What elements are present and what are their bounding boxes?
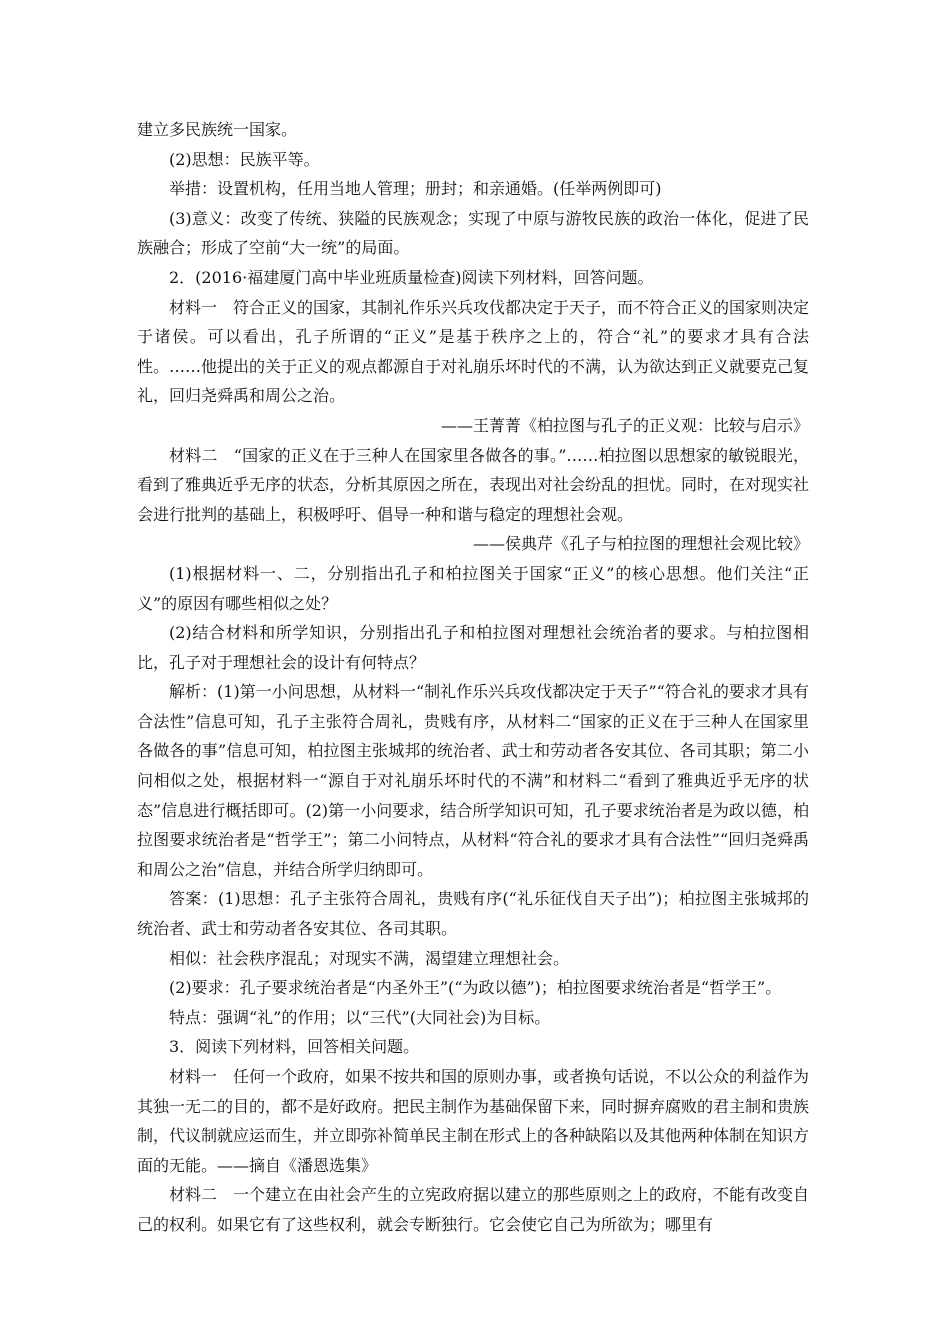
paragraph-measures: 举措：设置机构，任用当地人管理；册封；和亲通婚。(任举两例即可) [169, 179, 662, 199]
question-2-1: (1)根据材料一、二，分别指出孔子和柏拉图关于国家“正义”的核心思想。他们关注“正义”的原因有哪些相似之处？ [137, 563, 809, 613]
material-2-paragraph: 材料二 “国家的正义在于三种人在国家里各做各的事。”……柏拉图以思想家的敏锐眼光，看到了雅典近乎无序的状态，分析其原因之所在，表现出对社会纷乱的担忧。同时，在对现实社会进行批判的基础上，积极呼吁、倡导一种和谐与稳定的理想社会观。 [137, 445, 810, 524]
material-2-source: ——侯典芹《孔子与柏拉图的理想社会观比较》 [472, 534, 809, 554]
material-1-paragraph: 材料一 符合正义的国家，其制礼作乐兴兵攻伐都决定于天子，而不符合正义的国家则决定于诸侯。可以看出，孔子所谓的“正义”是基于秩序之上的，符合“礼”的要求才具有合法性。……他提出的关于正义的观点都源自于对礼崩乐坏时代的不满，认为欲达到正义就要克己复礼，回归尧舜禹和周公之治。 [137, 297, 810, 406]
analysis-paragraph: 解析：(1)第一小问思想，从材料一“制礼作乐兴兵攻伐都决定于天子”“符合礼的要求才具有合法性”信息可知，孔子主张符合周礼，贵贱有序，从材料二“国家的正义在于三种人在国家里各做各的事”信息可知，柏拉图主张城邦的统治者、武士和劳动者各安其位、各司其职；第二小问相似之处，根据材料一“源自于对礼崩乐坏时代的不满”和材料二“看到了雅典近乎无序的状态”信息进行概括即可。(2)第一小问要求，结合所学知识可知，孔子要求统治者是为政以德，柏拉图要求统治者是“哲学王”；第二小问特点，从材料“符合礼的要求才具有合法性”“回归尧舜禹和周公之治”信息，并结合所学归纳即可。 [137, 682, 809, 879]
paragraph-thought: (2)思想：民族平等。 [169, 149, 320, 169]
question-2-2: (2)结合材料和所学知识，分别指出孔子和柏拉图对理想社会统治者的要求。与柏拉图相比，孔子对于理想社会的设计有何特点？ [137, 623, 809, 672]
question-3-material-1: 材料一 任何一个政府，如果不按共和国的原则办事，或者换句话说，不以公众的利益作为其独一无二的目的，都不是好政府。把民主制作为基础保留下来，同时摒弃腐败的君主制和贵族制，代议制就应运而生，并立即弥补简单民主制在形式上的各种缺陷以及其他两种体制在知识方面的无能。——摘自《潘恩选集》 [137, 1067, 810, 1175]
paragraph-continuation: 建立多民族统一国家。 [137, 120, 298, 139]
answer-paragraph-1: 答案：(1)思想：孔子主张符合周礼，贵贱有序(“礼乐征伐自天子出”)；柏拉图主张城邦的统治者、武士和劳动者各安其位、各司其职。 [137, 889, 809, 939]
question-3-material-2: 材料二 一个建立在由社会产生的立宪政府据以建立的那些原则之上的政府，不能有改变自己的权利。如果它有了这些权利，就会专断独行。它会使它自己为所欲为；哪里有 [137, 1185, 810, 1234]
paragraph-significance: (3)意义：改变了传统、狭隘的民族观念；实现了中原与游牧民族的政治一体化，促进了民族融合；形成了空前“大一统”的局面。 [137, 208, 809, 258]
material-1-source: ——王菁菁《柏拉图与孔子的正义观：比较与启示》 [440, 415, 809, 435]
document-page [137, 115, 809, 1240]
question-2-heading: 2．(2016·福建厦门高中毕业班质量检查)阅读下列材料，回答问题。 [169, 267, 654, 287]
answer-similarity: 相似：社会秩序混乱；对现实不满，渴望建立理想社会。 [169, 948, 570, 968]
question-3-heading: 3．阅读下列材料，回答相关问题。 [169, 1037, 420, 1057]
answer-paragraph-2: (2)要求：孔子要求统治者是“内圣外王”(“为政以德”)；柏拉图要求统治者是“哲学王”。 [169, 978, 782, 998]
answer-features: 特点：强调“礼”的作用；以“三代”(大同社会)为目标。 [169, 1007, 551, 1027]
